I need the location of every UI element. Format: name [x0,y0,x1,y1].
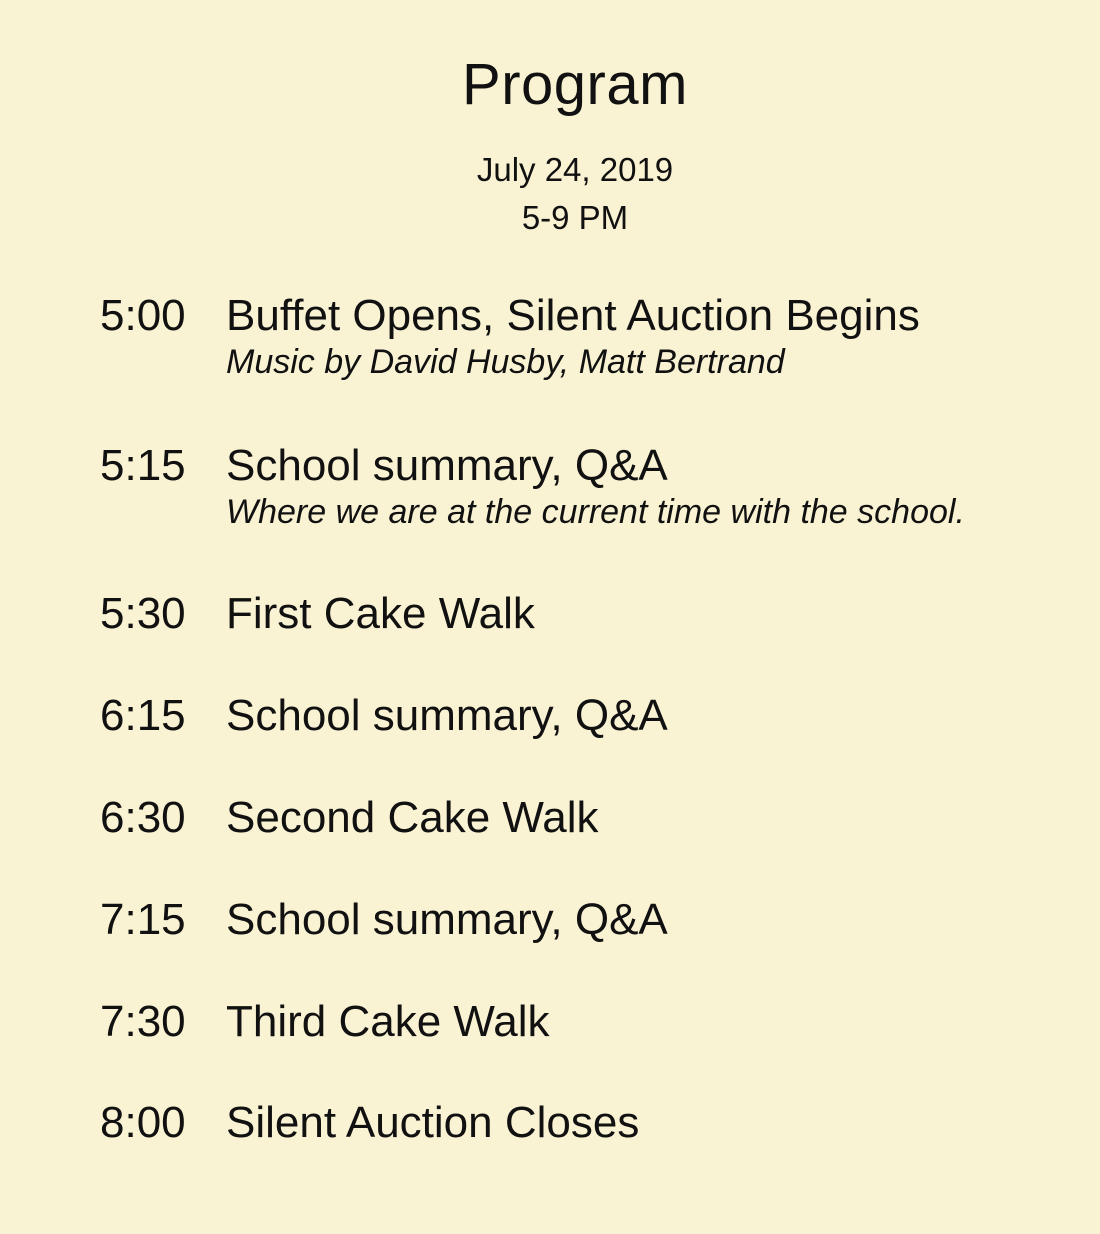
schedule-item [100,290,1060,381]
schedule-title: Silent Auction Closes [226,1098,640,1147]
schedule-time: 8:00 [100,1098,186,1147]
schedule-title: Buffet Opens, Silent Auction Begins [226,291,920,340]
schedule-title: First Cake Walk [226,589,535,638]
schedule-item [100,996,1060,1056]
schedule-time: 6:15 [100,691,186,740]
schedule-note: Where we are at the current time with the school. [226,493,965,531]
schedule-time: 6:30 [100,793,186,842]
event-hours: 5-9 PM [521,199,629,236]
schedule-title: Second Cake Walk [226,793,599,842]
schedule-note: Music by David Husby, Matt Bertrand [226,343,785,381]
schedule-item [100,588,1060,648]
schedule-title: School summary, Q&A [226,691,668,740]
schedule-item [100,1097,1060,1157]
schedule-time: 5:00 [100,291,186,340]
schedule-time: 7:15 [100,895,186,944]
page-title: Program [462,52,688,117]
schedule-time: 7:30 [100,997,186,1046]
schedule-time: 5:30 [100,589,186,638]
schedule-item [100,894,1060,954]
schedule-time: 5:15 [100,441,186,490]
schedule-item [100,440,1060,531]
schedule-title: School summary, Q&A [226,441,668,490]
schedule-item [100,690,1060,750]
schedule-title: Third Cake Walk [226,997,550,1046]
schedule-title: School summary, Q&A [226,895,668,944]
event-date: July 24, 2019 [476,151,674,188]
schedule-item [100,792,1060,852]
